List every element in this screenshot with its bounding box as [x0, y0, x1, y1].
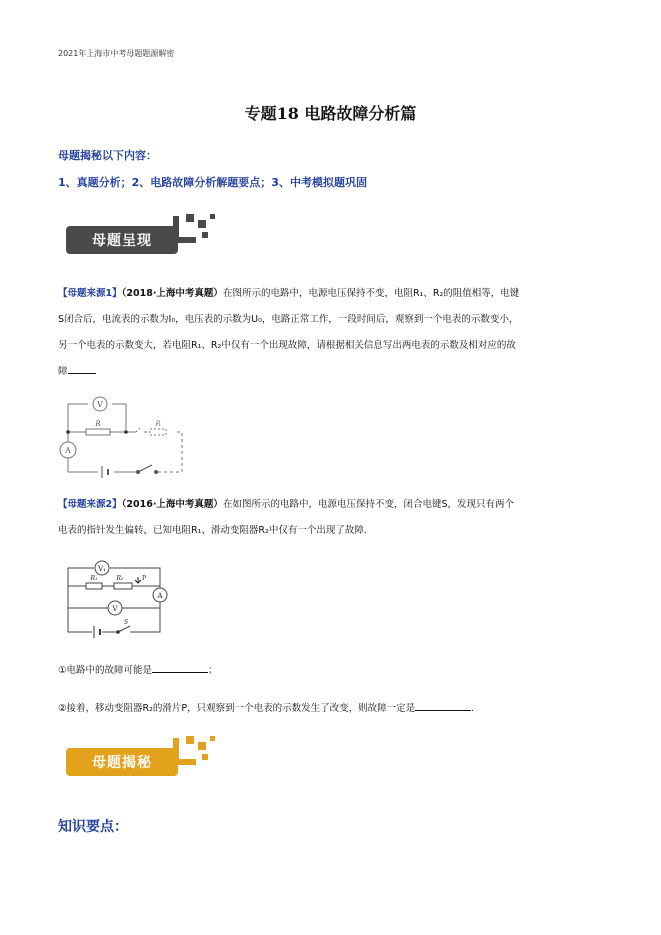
question-2-end: .: [471, 703, 475, 714]
question-2-text: ②接着，移动变阻器R₂的滑片P，只观察到一个电表的示数发生了改变，则故障一定是: [58, 703, 416, 714]
knowledge-heading: 知识要点：: [58, 819, 128, 835]
intro-heading: 母题揭秘以下内容：: [58, 149, 157, 162]
question-1: [58, 662, 218, 676]
banner2-logo-icon: [172, 732, 218, 772]
circuit-diagram-2: [62, 560, 174, 642]
question-1-end: ；: [208, 665, 218, 676]
resistor-icon: [86, 429, 110, 435]
page-title: 专题18 电路故障分析篇: [244, 104, 417, 123]
battery-icon: [102, 466, 108, 478]
meter-a-label: A: [65, 446, 71, 455]
problem1-text: [58, 281, 606, 385]
fig2-a-label: A: [157, 592, 163, 600]
fig2-p-label: P: [142, 575, 147, 582]
question-2: [58, 700, 474, 714]
page-header: 2021年上海市中考母题题源解密: [58, 49, 175, 58]
problem2-source: 【母题来源2】: [58, 499, 122, 510]
problem1-tag: （2018·上海中考真题）: [121, 288, 223, 299]
problem1-line1: 在图所示的电路中，电源电压保持不变，电阻R₁、R₂的阻值相等，电键: [222, 288, 520, 299]
problem1-line2: S闭合后，电流表的示数为I₀，电压表的示数为U₀，电路正常工作，一段时间后，观察到一个电表的示数变小，: [58, 314, 519, 325]
answer-blank-2: [415, 700, 471, 711]
answer-blank-1: [152, 662, 208, 673]
question-1-text: ①电路中的故障可能是: [58, 665, 153, 676]
banner-logo-icon: [172, 210, 218, 250]
fig2-battery-icon: [94, 626, 100, 638]
circuit-diagram-1: [58, 394, 188, 480]
problem2-line2: 电表的指针发生偏转，已知电阻R₁、滑动变阻器R₂中仅有一个出现了故障.: [58, 525, 367, 536]
rheostat-icon: [114, 583, 132, 589]
problem1-line4: 障: [58, 366, 68, 377]
banner-mother-reveal: 母题揭秘: [66, 748, 178, 776]
problem1-source: 【母题来源1】: [58, 288, 122, 299]
r1-label: R: [95, 420, 101, 428]
problem2-tag: （2016·上海中考真题）: [121, 499, 223, 510]
fig2-switch-icon: [117, 626, 130, 633]
v1-label: V₁: [98, 565, 106, 573]
problem2-line1: 在如图所示的电路中，电源电压保持不变，闭合电键S，发现只有两个: [222, 499, 514, 510]
meter-v-label: V: [97, 400, 103, 409]
answer-blank: [68, 363, 96, 374]
switch-icon: [137, 465, 158, 474]
fig2-r1-label: R₁: [90, 575, 98, 582]
problem2-text: [58, 492, 606, 544]
fig2-s-label: S: [124, 619, 129, 626]
banner-mother-question: 母题呈现: [66, 226, 178, 254]
r1-resistor-icon: [86, 583, 102, 589]
fig2-v-label: V: [112, 605, 118, 613]
r2-label: R: [155, 420, 161, 428]
problem1-line3: 另一个电表的示数变大，若电阻R₁、R₂中仅有一个出现故障，请根据相关信息写出两电表的示数及相对应的故: [58, 340, 516, 351]
intro-items: 1、真题分析；2、电路故障分析解题要点；3、中考模拟题巩固: [58, 176, 367, 189]
fig2-r2-label: R₂: [116, 575, 124, 582]
slider-arrow-icon: [135, 577, 141, 583]
